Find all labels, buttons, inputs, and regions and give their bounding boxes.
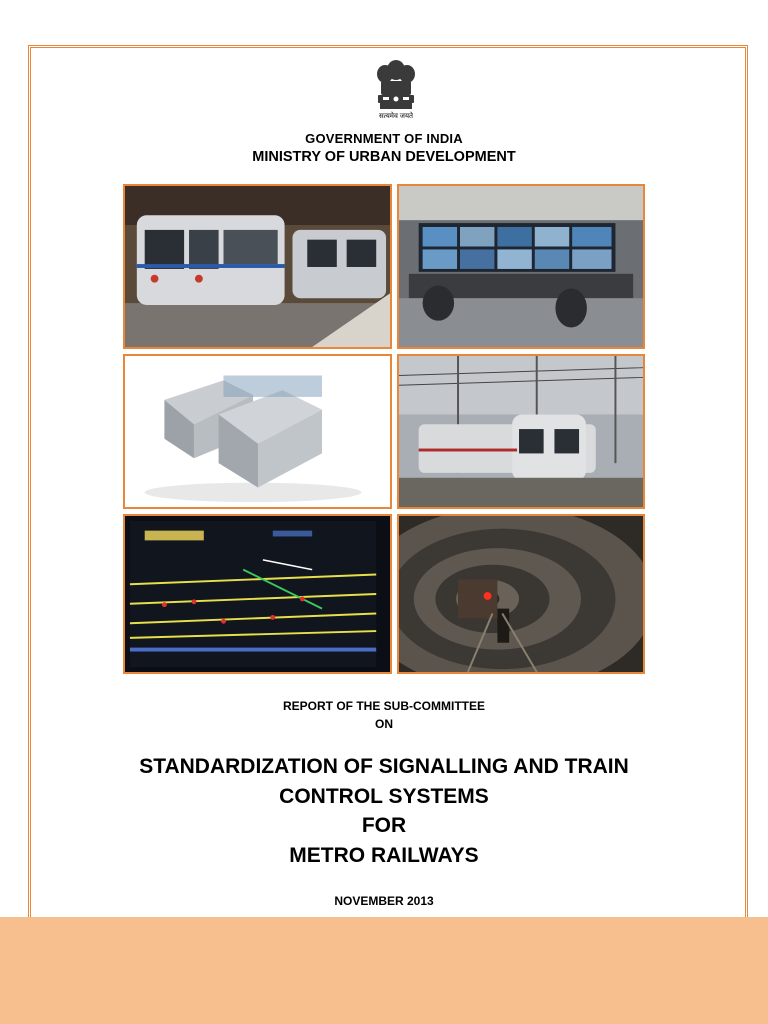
title-line-4: METRO RAILWAYS [289, 843, 479, 867]
report-title [0, 752, 768, 870]
title-line-3: FOR [361, 814, 407, 837]
elevated-metro-train-photo [397, 354, 645, 509]
metro-train-station-photo [123, 184, 392, 349]
ticket-gates-photo [123, 354, 392, 509]
title-line-2: CONTROL SYSTEMS [279, 784, 489, 808]
footer-band [0, 917, 768, 1024]
title-line-1: STANDARDIZATION OF SIGNALLING AND TRAIN [139, 755, 629, 778]
report-date: NOVEMBER 2013 [334, 894, 434, 908]
ministry-label: MINISTRY OF URBAN DEVELOPMENT [252, 149, 516, 165]
metro-tunnel-photo [397, 514, 645, 674]
report-line-2: ON [375, 717, 393, 731]
national-emblem [371, 56, 421, 124]
emblem-motto: सत्यमेव जयते [378, 113, 414, 120]
signalling-display-photo [123, 514, 392, 674]
report-line-1: REPORT OF THE SUB-COMMITTEE [283, 699, 485, 713]
control-room-photo [397, 184, 645, 349]
government-label: GOVERNMENT OF INDIA [305, 131, 463, 146]
